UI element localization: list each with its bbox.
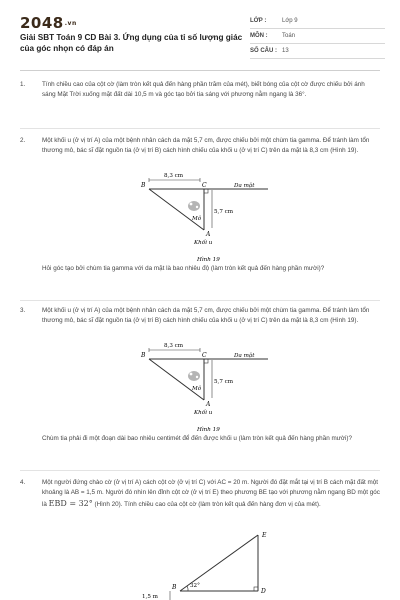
meta-value: 13 bbox=[282, 48, 289, 54]
point-b-label: B bbox=[141, 352, 146, 359]
question-3-prompt bbox=[20, 434, 380, 444]
right-angle-mark bbox=[204, 359, 208, 363]
site-logo[interactable]: 2048.vn bbox=[20, 14, 77, 32]
point-a-label: A bbox=[206, 401, 211, 408]
point-e-label: E bbox=[262, 532, 267, 539]
dim-side-label: 5,7 cm bbox=[214, 379, 234, 385]
question-2 bbox=[20, 136, 380, 157]
dim-top-label: 8,3 cm bbox=[164, 343, 184, 349]
question-text: Một khối u (ở vị trí A) của một bệnh nhân cách da mặt 5,7 cm, được chiếu bởi một chùm tia gamma. Để tránh làm tổn thương mô, bác sĩ đặt nguồn tia (ở vị trí B) cách hình chiếu của khối u (ở vị trí C) trên da mặt là 8,3 cm (Hình 19). bbox=[42, 137, 370, 155]
angle-expression: EBD = 32° bbox=[48, 498, 93, 508]
point-d-label: D bbox=[261, 588, 266, 595]
question-text: Một khối u (ở vị trí A) của một bệnh nhân cách da mặt 5,7 cm, được chiếu bởi một chùm tia gamma. Để tránh làm tổn thương mô, bác sĩ đặt nguồn tia (ở vị trí B) cách hình chiếu của khối u (ở vị trí C) trên da mặt là 8,3 cm (Hình 19). bbox=[42, 307, 370, 325]
right-angle-mark bbox=[254, 587, 258, 591]
right-angle-mark bbox=[204, 189, 208, 193]
meta-value: Toán bbox=[282, 33, 296, 39]
question-2-prompt bbox=[20, 264, 380, 274]
meta-label: MÔN : bbox=[250, 33, 268, 39]
meta-row-subject bbox=[250, 29, 385, 44]
tissue-spot bbox=[190, 203, 193, 206]
tissue-blob bbox=[188, 371, 200, 381]
question-number: 1. bbox=[20, 81, 26, 88]
question-text-part: (Hình 20). Tính chiều cao của cột cờ (làm tròn kết quả đến hàng đơn vị của mét). bbox=[94, 500, 321, 508]
tissue-label: Mô bbox=[192, 216, 202, 222]
skin-label: Da mặt bbox=[234, 183, 255, 189]
height-label: 1,5 m bbox=[142, 594, 158, 600]
dim-side-label: 5,7 cm bbox=[214, 209, 234, 215]
page-title: Giải SBT Toán 9 CD Bài 3. Ứng dụng của tỉ số lượng giác của góc nhọn có đáp án bbox=[20, 33, 243, 53]
skin-label: Da mặt bbox=[234, 353, 255, 359]
question-3 bbox=[20, 306, 380, 327]
question-prompt: Chùm tia phải đi một đoạn dài bao nhiêu centimét để đến được khối u (làm tròn kết quả đến hàng phần mười)? bbox=[42, 435, 353, 442]
point-a-label: A bbox=[206, 231, 211, 238]
question-prompt: Hỏi góc tạo bởi chùm tia gamma với da mặt là bao nhiêu độ (làm tròn kết quả đến hàng phần mười)? bbox=[42, 265, 325, 272]
question-number: 2. bbox=[20, 137, 26, 144]
figure-19-repeat bbox=[140, 338, 280, 436]
point-b-label: B bbox=[172, 584, 177, 591]
tumor-label: Khối u bbox=[194, 410, 213, 416]
meta-label: SỐ CÂU : bbox=[250, 48, 277, 54]
question-number: 3. bbox=[20, 307, 26, 314]
question-number: 4. bbox=[20, 479, 26, 486]
question-divider bbox=[20, 128, 380, 129]
figure-19 bbox=[140, 168, 280, 266]
figure-caption: Hình 19 bbox=[197, 257, 220, 263]
figure-caption: Hình 19 bbox=[197, 427, 220, 433]
header-divider bbox=[20, 70, 380, 71]
figure-20 bbox=[140, 525, 280, 600]
question-divider bbox=[20, 300, 380, 301]
meta-row-class bbox=[250, 14, 385, 29]
question-1 bbox=[20, 80, 380, 101]
tumor-label: Khối u bbox=[194, 240, 213, 246]
tissue-spot bbox=[190, 373, 193, 376]
angle-label: 32° bbox=[190, 583, 200, 589]
question-divider bbox=[20, 470, 380, 471]
question-text bbox=[42, 478, 380, 510]
tissue-label: Mô bbox=[192, 386, 202, 392]
meta-row-count bbox=[250, 44, 385, 59]
question-text: Tính chiều cao của cột cờ (làm tròn kết quả đến hàng phần trăm của mét), biết bóng của cột cờ được chiếu bởi ánh sáng Mặt Trời xuống mặt đất dài 10,5 m và góc tạo bởi tia sáng với phương nằm ngang là 36°. bbox=[42, 81, 365, 99]
meta-info bbox=[250, 14, 385, 59]
tissue-spot bbox=[196, 206, 198, 208]
tissue-blob bbox=[188, 201, 200, 211]
question-4 bbox=[20, 478, 380, 510]
angle-arc bbox=[187, 586, 188, 591]
point-c-label: C bbox=[202, 352, 207, 359]
tissue-spot bbox=[196, 376, 198, 378]
question-text-part: Một người đứng chào cờ (ở vị trí A) cách cột cờ (ở vị trí C) với AC = 20 m. Người đó đặt mắt tại vị trí B cách mặt đất một khoảng là AB = 1,5 m. Người đó nhìn lên đỉnh cột cờ (ở vị trí E) theo phương BE tạo với phương nằm ngang BD một góc là bbox=[42, 479, 380, 508]
meta-label: LỚP : bbox=[250, 18, 267, 24]
dim-top-label: 8,3 cm bbox=[164, 173, 184, 179]
meta-value: Lớp 9 bbox=[282, 18, 298, 24]
point-b-label: B bbox=[141, 182, 146, 189]
point-c-label: C bbox=[202, 182, 207, 189]
